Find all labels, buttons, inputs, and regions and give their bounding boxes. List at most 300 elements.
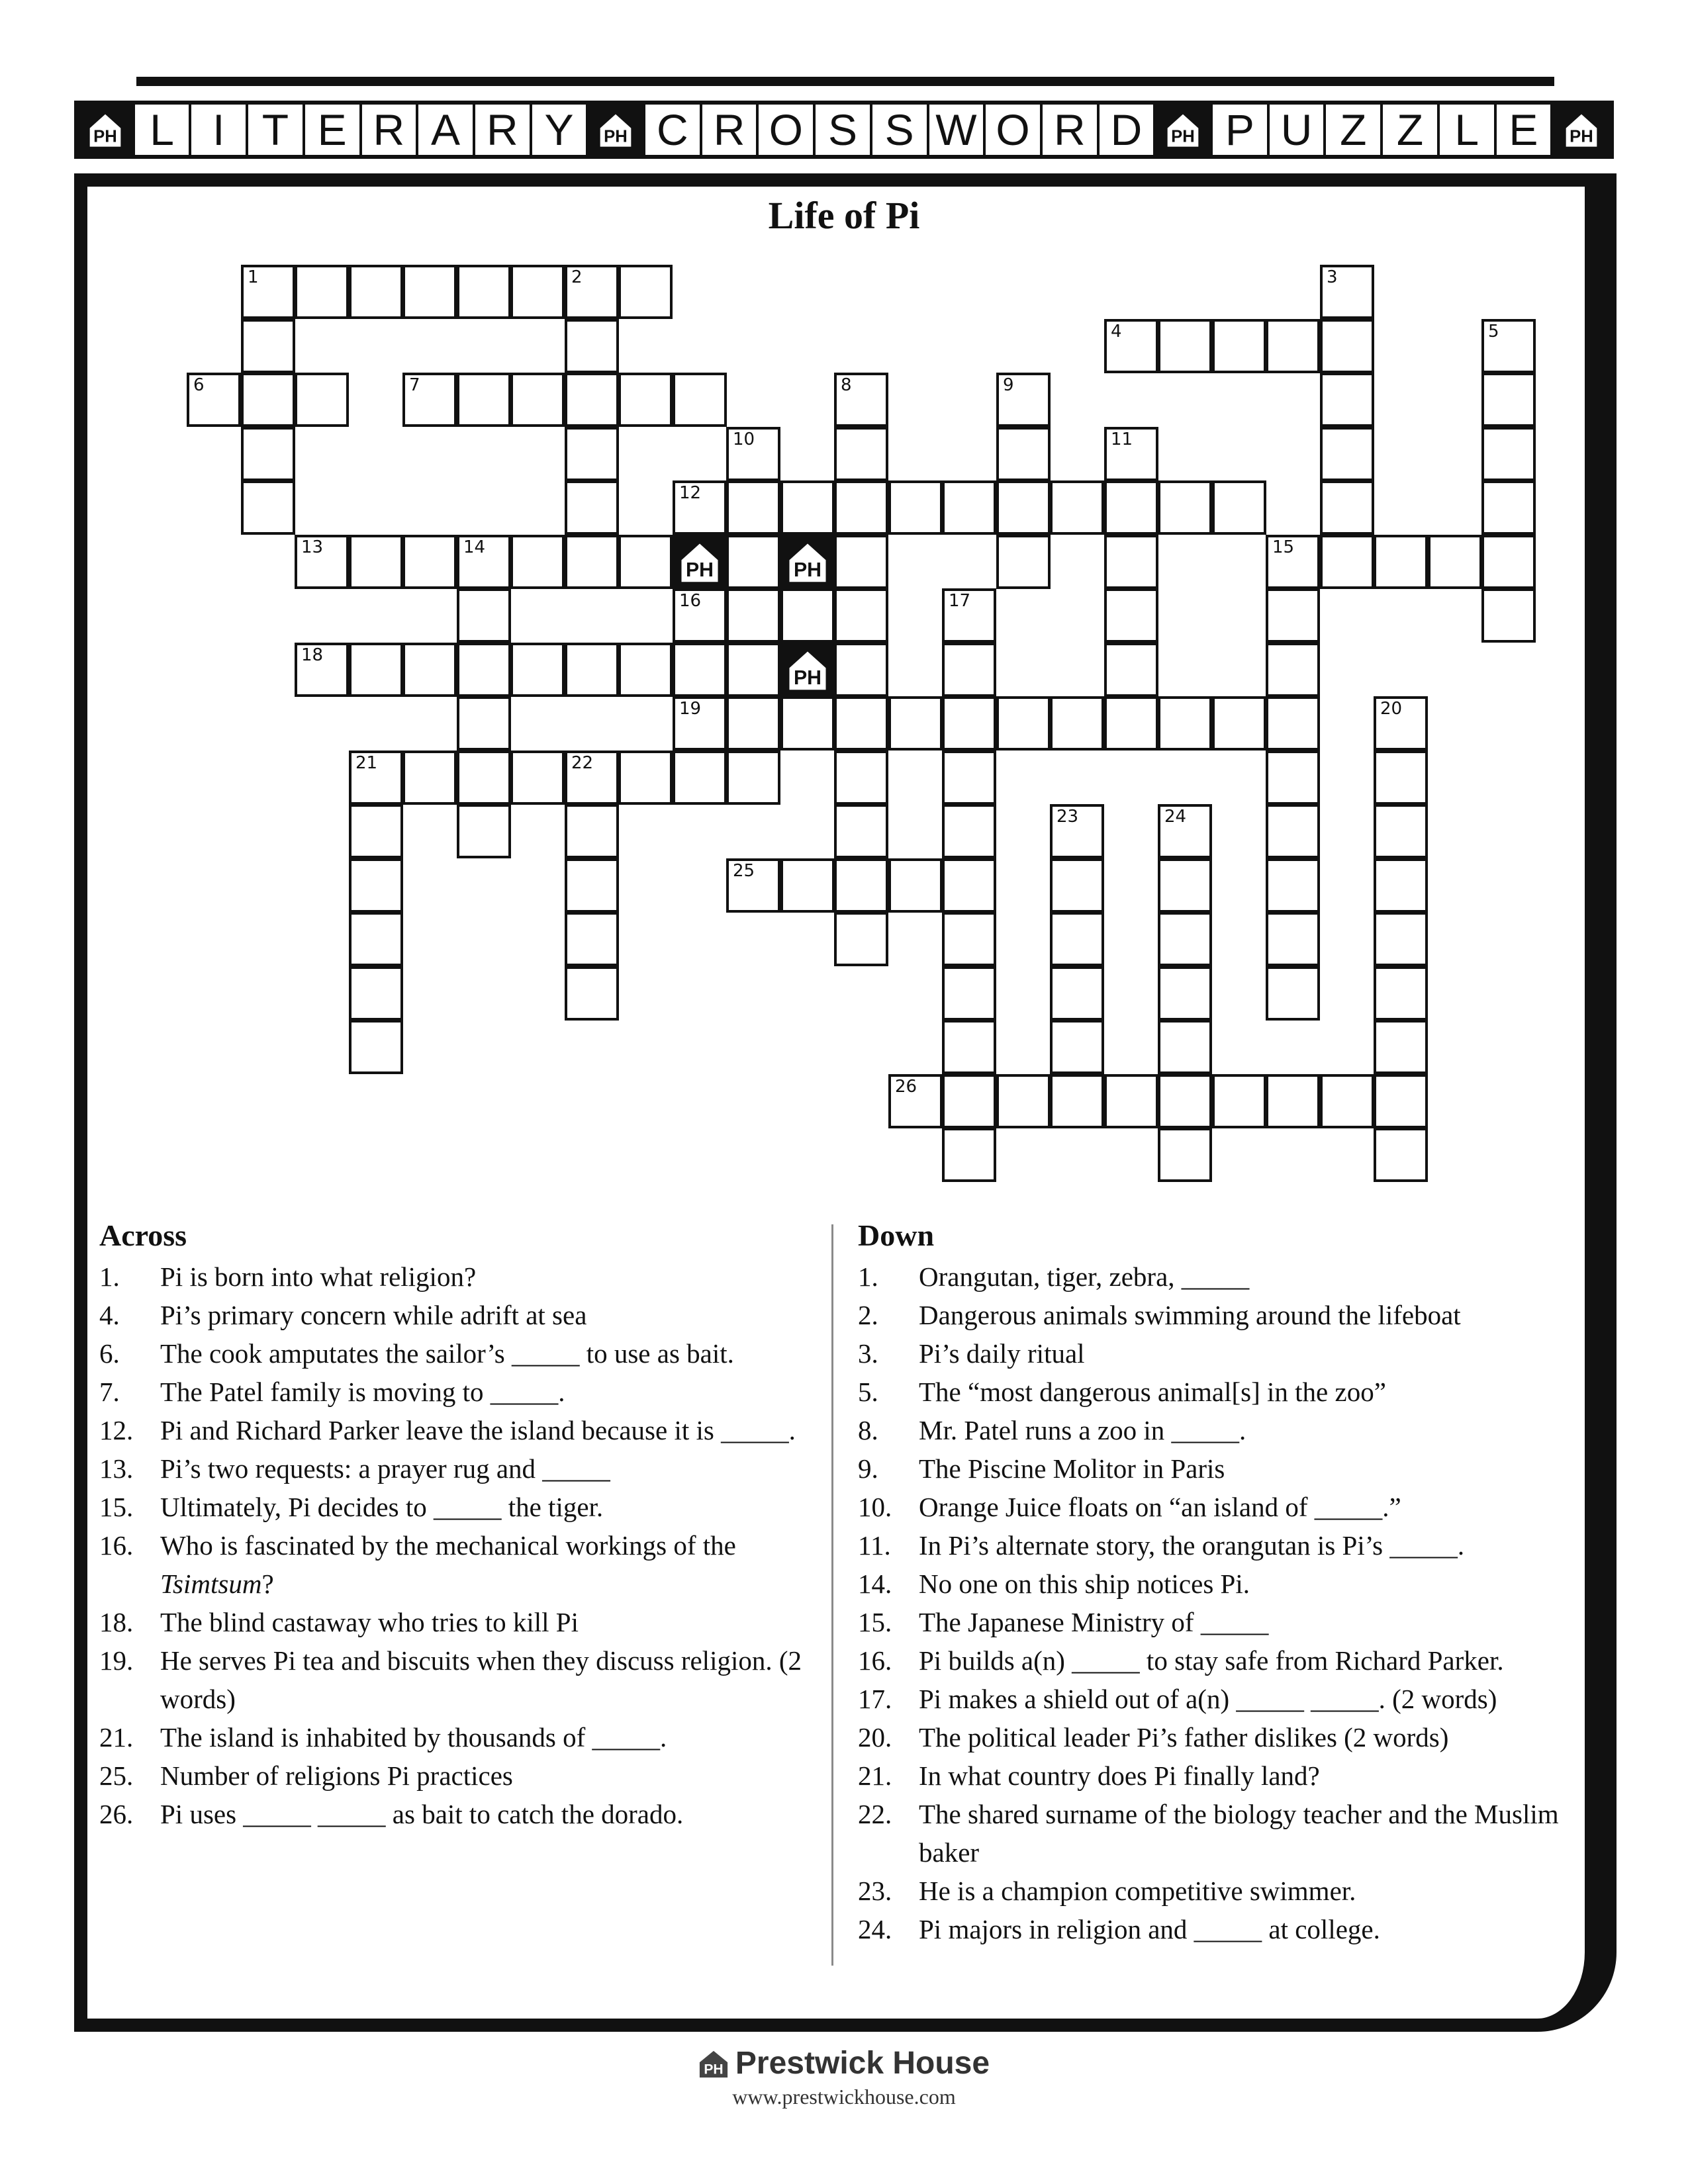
column-divider — [831, 1224, 833, 1966]
banner-letter: I — [191, 105, 248, 155]
prestwick-house-logo-icon — [87, 111, 124, 148]
banner-letter: Z — [1383, 105, 1440, 155]
grid-cell[interactable] — [618, 643, 673, 697]
grid-cell[interactable] — [834, 912, 888, 966]
grid-cell[interactable] — [1481, 427, 1536, 481]
footer-url[interactable]: www.prestwickhouse.com — [732, 2084, 956, 2109]
grid-cell[interactable] — [1320, 319, 1374, 373]
banner-letter: Z — [1326, 105, 1383, 155]
clue-number: 11 — [1111, 430, 1133, 449]
clue-text: Pi’s daily ritual — [919, 1338, 1085, 1369]
grid-cell[interactable] — [349, 804, 403, 858]
grid-cell[interactable] — [457, 751, 511, 805]
down-clue — [858, 1526, 1586, 1565]
grid-cell[interactable] — [780, 696, 835, 751]
clue-number: 4 — [1111, 322, 1122, 341]
grid-cell[interactable] — [618, 535, 673, 589]
clue-number: 14 — [463, 537, 486, 557]
grid-cell[interactable] — [1374, 1128, 1428, 1182]
grid-cell[interactable] — [1266, 858, 1320, 913]
clue-number: 16. — [99, 1530, 134, 1561]
grid-cell[interactable] — [1212, 480, 1266, 535]
across-clue — [99, 1257, 814, 1296]
grid-cell[interactable] — [1266, 643, 1320, 697]
grid-cell[interactable] — [834, 373, 888, 427]
grid-cell[interactable] — [726, 643, 780, 697]
across-clue — [99, 1526, 814, 1603]
banner-letter: U — [1270, 105, 1327, 155]
down-clue — [858, 1756, 1586, 1795]
grid-cell[interactable] — [726, 480, 780, 535]
clue-number: 16. — [858, 1645, 892, 1676]
puzzle-title: Life of Pi — [768, 194, 920, 237]
clue-number: 4. — [99, 1300, 120, 1330]
grid-cell[interactable] — [942, 480, 996, 535]
clue-text: The “most dangerous animal[s] in the zoo” — [919, 1377, 1386, 1407]
blocked-cell — [780, 643, 835, 697]
svg-text:PH: PH — [1570, 127, 1593, 146]
clue-text: Orangutan, tiger, zebra, _____ — [919, 1261, 1250, 1292]
grid-cell[interactable] — [402, 265, 457, 319]
down-clue — [858, 1795, 1586, 1872]
grid-cell[interactable] — [1266, 912, 1320, 966]
grid-cell[interactable] — [1158, 319, 1212, 373]
grid-cell[interactable] — [726, 535, 780, 589]
grid-cell[interactable] — [1481, 373, 1536, 427]
grid-cell[interactable] — [996, 1074, 1051, 1128]
grid-cell[interactable] — [1212, 319, 1266, 373]
grid-cell[interactable] — [942, 751, 996, 805]
grid-cell[interactable] — [942, 966, 996, 1021]
grid-cell[interactable] — [1212, 1074, 1266, 1128]
grid-cell[interactable] — [349, 966, 403, 1021]
grid-cell[interactable] — [888, 696, 943, 751]
grid-cell[interactable] — [1050, 480, 1104, 535]
across-clue — [99, 1718, 814, 1756]
grid-cell[interactable] — [1050, 696, 1104, 751]
grid-cell[interactable] — [1266, 966, 1320, 1021]
svg-text:PH: PH — [793, 559, 822, 581]
clue-text: The political leader Pi’s father dislikes (2 words) — [919, 1722, 1449, 1752]
grid-cell[interactable] — [673, 373, 727, 427]
grid-cell[interactable] — [996, 535, 1051, 589]
clue-text: He is a champion competitive swimmer. — [919, 1876, 1356, 1906]
clue-text: Pi’s two requests: a prayer rug and _____ — [160, 1453, 610, 1484]
clue-number: 15. — [99, 1492, 134, 1522]
svg-text:PH: PH — [793, 667, 822, 689]
grid-cell[interactable] — [834, 588, 888, 643]
grid-cell[interactable] — [1158, 1128, 1212, 1182]
clue-number: 19. — [99, 1645, 134, 1676]
grid-cell[interactable] — [349, 858, 403, 913]
grid-cell[interactable] — [996, 373, 1051, 427]
clue-number: 13 — [301, 537, 324, 557]
down-clue-list — [858, 1257, 1586, 1948]
down-clue — [858, 1565, 1586, 1603]
grid-cell[interactable] — [1050, 1074, 1104, 1128]
clue-number: 8. — [858, 1415, 878, 1445]
clue-number: 24. — [858, 1914, 892, 1944]
grid-cell[interactable] — [673, 643, 727, 697]
grid-cell[interactable] — [726, 696, 780, 751]
prestwick-house-logo-icon — [698, 2048, 729, 2079]
banner-letter: R — [362, 105, 419, 155]
banner-letter: A — [418, 105, 475, 155]
clue-number: 20 — [1380, 699, 1403, 719]
grid-cell[interactable] — [1050, 966, 1104, 1021]
grid-cell[interactable] — [1266, 751, 1320, 805]
grid-cell[interactable] — [565, 427, 619, 481]
grid-cell[interactable] — [1104, 643, 1158, 697]
grid-cell[interactable] — [1158, 804, 1212, 858]
grid-cell[interactable] — [1104, 696, 1158, 751]
clue-number: 3 — [1327, 267, 1338, 287]
clue-number: 9 — [1003, 375, 1014, 395]
clue-italic-text: Tsimtsum — [160, 1569, 262, 1599]
grid-cell[interactable] — [1374, 966, 1428, 1021]
banner-logo-cell — [588, 105, 645, 155]
down-clue — [858, 1718, 1586, 1756]
grid-cell[interactable] — [1374, 858, 1428, 913]
grid-cell[interactable] — [1104, 535, 1158, 589]
svg-text:PH: PH — [604, 127, 628, 146]
grid-cell[interactable] — [1428, 535, 1482, 589]
banner-letter: Y — [532, 105, 589, 155]
grid-cell[interactable] — [1266, 588, 1320, 643]
grid-cell[interactable] — [1104, 427, 1158, 481]
svg-text:PH: PH — [704, 2061, 724, 2077]
grid-cell[interactable] — [1050, 1020, 1104, 1074]
grid-cell[interactable] — [942, 804, 996, 858]
down-clue — [858, 1641, 1586, 1680]
banner-letter: L — [135, 105, 192, 155]
down-heading: Down — [858, 1218, 935, 1252]
banner-letter: E — [1497, 105, 1554, 155]
clue-number: 1. — [99, 1261, 120, 1292]
grid-cell[interactable] — [1104, 319, 1158, 373]
grid-cell[interactable] — [457, 804, 511, 858]
banner-letter: E — [305, 105, 362, 155]
banner-letter: O — [759, 105, 816, 155]
grid-cell[interactable] — [834, 858, 888, 913]
grid-cell[interactable] — [1481, 588, 1536, 643]
clue-number: 25. — [99, 1760, 134, 1791]
clue-number: 26 — [895, 1077, 917, 1097]
grid-cell[interactable] — [457, 535, 511, 589]
prestwick-house-logo-icon — [1164, 111, 1201, 148]
clue-number: 25 — [733, 861, 755, 881]
across-clue — [99, 1488, 814, 1526]
grid-cell[interactable] — [565, 912, 619, 966]
clue-text: Pi’s primary concern while adrift at sea — [160, 1300, 587, 1330]
grid-cell[interactable] — [834, 535, 888, 589]
grid-cell[interactable] — [1158, 858, 1212, 913]
grid-cell[interactable] — [1266, 535, 1320, 589]
down-clue — [858, 1334, 1586, 1373]
across-clue — [99, 1334, 814, 1373]
clue-text: The island is inhabited by thousands of _____. — [160, 1722, 667, 1752]
prestwick-house-logo-icon — [678, 540, 722, 584]
grid-cell[interactable] — [1320, 427, 1374, 481]
clue-number: 21 — [355, 753, 378, 773]
blocked-cell — [780, 535, 835, 589]
grid-cell[interactable] — [187, 373, 241, 427]
grid-cell[interactable] — [1158, 912, 1212, 966]
across-clue — [99, 1641, 814, 1718]
grid-cell[interactable] — [1050, 804, 1104, 858]
grid-cell[interactable] — [1266, 696, 1320, 751]
grid-cell[interactable] — [1481, 319, 1536, 373]
across-clue — [99, 1449, 814, 1488]
banner-logo-cell — [78, 105, 135, 155]
grid-cell[interactable] — [780, 858, 835, 913]
clue-number: 5. — [858, 1377, 878, 1407]
grid-cell[interactable] — [295, 373, 349, 427]
clue-number: 15 — [1272, 537, 1295, 557]
footer — [0, 2045, 1688, 2109]
grid-cell[interactable] — [1374, 751, 1428, 805]
grid-cell[interactable] — [996, 427, 1051, 481]
grid-cell[interactable] — [1481, 480, 1536, 535]
grid-cell[interactable] — [780, 588, 835, 643]
down-clue — [858, 1680, 1586, 1718]
grid-cell[interactable] — [1266, 319, 1320, 373]
grid-cell[interactable] — [1266, 1074, 1320, 1128]
grid-cell[interactable] — [457, 265, 511, 319]
banner-letter: T — [248, 105, 305, 155]
grid-cell[interactable] — [1158, 1020, 1212, 1074]
grid-cell[interactable] — [510, 643, 565, 697]
grid-cell[interactable] — [1374, 696, 1428, 751]
down-clue — [858, 1872, 1586, 1910]
across-clue — [99, 1373, 814, 1411]
clue-text: He serves Pi tea and biscuits when they discuss religion. (2 words) — [160, 1645, 802, 1714]
grid-cell[interactable] — [565, 265, 619, 319]
clue-number: 11. — [858, 1530, 891, 1561]
prestwick-house-logo-icon — [786, 540, 829, 584]
banner-letter: R — [1043, 105, 1100, 155]
grid-cell[interactable] — [942, 1020, 996, 1074]
banner-logo-cell — [1156, 105, 1213, 155]
grid-cell[interactable] — [1374, 912, 1428, 966]
prestwick-house-logo-icon — [1563, 111, 1600, 148]
grid-cell[interactable] — [510, 751, 565, 805]
down-clue — [858, 1449, 1586, 1488]
grid-cell[interactable] — [834, 480, 888, 535]
grid-cell[interactable] — [1158, 480, 1212, 535]
clue-text: Pi and Richard Parker leave the island because it is _____. — [160, 1415, 796, 1445]
grid-cell[interactable] — [618, 265, 673, 319]
grid-cell[interactable] — [1320, 1074, 1374, 1128]
grid-cell[interactable] — [510, 535, 565, 589]
grid-cell[interactable] — [349, 1020, 403, 1074]
grid-cell[interactable] — [1320, 480, 1374, 535]
grid-cell[interactable] — [349, 265, 403, 319]
grid-cell[interactable] — [241, 427, 295, 481]
banner-letter: O — [986, 105, 1043, 155]
svg-text:PH: PH — [1171, 127, 1196, 146]
grid-cell[interactable] — [673, 696, 727, 751]
grid-cell[interactable] — [942, 858, 996, 913]
grid-cell[interactable] — [726, 751, 780, 805]
grid-cell[interactable] — [1050, 858, 1104, 913]
grid-cell[interactable] — [1158, 696, 1212, 751]
grid-cell[interactable] — [295, 265, 349, 319]
grid-cell[interactable] — [349, 535, 403, 589]
clue-number: 19 — [679, 699, 702, 719]
grid-cell[interactable] — [349, 643, 403, 697]
grid-cell[interactable] — [1158, 1074, 1212, 1128]
grid-cell[interactable] — [834, 804, 888, 858]
clue-text: The Patel family is moving to _____. — [160, 1377, 565, 1407]
grid-cell[interactable] — [888, 858, 943, 913]
clue-text: Pi makes a shield out of a(n) _____ _____. (2 words) — [919, 1684, 1497, 1714]
grid-cell[interactable] — [295, 535, 349, 589]
clue-text: Mr. Patel runs a zoo in _____. — [919, 1415, 1246, 1445]
grid-cell[interactable] — [1158, 966, 1212, 1021]
banner-letter: R — [475, 105, 532, 155]
grid-cell[interactable] — [726, 588, 780, 643]
grid-cell[interactable] — [295, 643, 349, 697]
grid-cell[interactable] — [510, 373, 565, 427]
grid-cell[interactable] — [673, 480, 727, 535]
clue-text: The Piscine Molitor in Paris — [919, 1453, 1225, 1484]
grid-cell[interactable] — [888, 1074, 943, 1128]
grid-cell[interactable] — [673, 588, 727, 643]
grid-cell[interactable] — [1104, 1074, 1158, 1128]
title-banner — [74, 101, 1614, 159]
clue-number: 15. — [858, 1607, 892, 1637]
grid-cell[interactable] — [1320, 373, 1374, 427]
banner-logo-cell — [1553, 105, 1610, 155]
grid-cell[interactable] — [241, 265, 295, 319]
banner-letter: D — [1100, 105, 1156, 155]
grid-cell[interactable] — [349, 912, 403, 966]
grid-cell[interactable] — [834, 427, 888, 481]
across-clue — [99, 1411, 814, 1449]
clue-number: 21. — [99, 1722, 134, 1752]
clue-number: 23. — [858, 1876, 892, 1906]
grid-cell[interactable] — [1050, 912, 1104, 966]
grid-cell[interactable] — [565, 480, 619, 535]
grid-cell[interactable] — [834, 751, 888, 805]
grid-cell[interactable] — [996, 696, 1051, 751]
clue-number: 9. — [858, 1453, 878, 1484]
grid-cell[interactable] — [942, 1074, 996, 1128]
grid-cell[interactable] — [1320, 265, 1374, 319]
grid-cell[interactable] — [565, 643, 619, 697]
banner-letter: L — [1440, 105, 1497, 155]
grid-cell[interactable] — [565, 804, 619, 858]
grid-cell[interactable] — [726, 427, 780, 481]
grid-cell[interactable] — [565, 966, 619, 1021]
grid-cell[interactable] — [673, 751, 727, 805]
grid-cell[interactable] — [1374, 1020, 1428, 1074]
grid-cell[interactable] — [565, 373, 619, 427]
grid-cell[interactable] — [402, 643, 457, 697]
grid-cell[interactable] — [1481, 535, 1536, 589]
grid-cell[interactable] — [780, 480, 835, 535]
grid-cell[interactable] — [1320, 535, 1374, 589]
across-clue — [99, 1795, 814, 1833]
grid-cell[interactable] — [1374, 804, 1428, 858]
clue-text: No one on this ship notices Pi. — [919, 1569, 1250, 1599]
grid-cell[interactable] — [457, 643, 511, 697]
grid-cell[interactable] — [565, 319, 619, 373]
grid-cell[interactable] — [1104, 588, 1158, 643]
grid-cell[interactable] — [996, 480, 1051, 535]
down-clue — [858, 1411, 1586, 1449]
grid-cell[interactable] — [241, 480, 295, 535]
blocked-cell — [673, 535, 727, 589]
grid-cell[interactable] — [241, 373, 295, 427]
grid-cell[interactable] — [402, 373, 457, 427]
grid-cell[interactable] — [565, 751, 619, 805]
clue-number: 3. — [858, 1338, 878, 1369]
clue-number: 22 — [571, 753, 594, 773]
grid-cell[interactable] — [618, 373, 673, 427]
grid-cell[interactable] — [726, 858, 780, 913]
clue-text: The shared surname of the biology teacher and the Muslim baker — [919, 1799, 1559, 1868]
clue-number: 1 — [248, 267, 259, 287]
footer-brand-name: Prestwick House — [735, 2046, 990, 2081]
grid-cell[interactable] — [1374, 535, 1428, 589]
grid-cell[interactable] — [510, 265, 565, 319]
grid-cell[interactable] — [942, 912, 996, 966]
grid-cell[interactable] — [457, 373, 511, 427]
down-clue — [858, 1257, 1586, 1296]
grid-cell[interactable] — [1266, 804, 1320, 858]
grid-cell[interactable] — [1374, 1074, 1428, 1128]
down-clue — [858, 1603, 1586, 1641]
grid-cell[interactable] — [1212, 696, 1266, 751]
prestwick-house-logo-icon — [786, 648, 829, 692]
grid-cell[interactable] — [457, 696, 511, 751]
grid-cell[interactable] — [241, 319, 295, 373]
clue-number: 13. — [99, 1453, 134, 1484]
grid-cell[interactable] — [942, 696, 996, 751]
grid-cell[interactable] — [457, 588, 511, 643]
grid-cell[interactable] — [1104, 480, 1158, 535]
grid-cell[interactable] — [349, 751, 403, 805]
clue-text: Number of religions Pi practices — [160, 1760, 513, 1791]
banner-letter: S — [872, 105, 929, 155]
clue-number: 6. — [99, 1338, 120, 1369]
grid-cell[interactable] — [888, 480, 943, 535]
prestwick-house-logo-icon — [597, 111, 634, 148]
across-clue — [99, 1296, 814, 1334]
clue-number: 2. — [858, 1300, 878, 1330]
grid-cell[interactable] — [834, 643, 888, 697]
grid-cell[interactable] — [565, 858, 619, 913]
grid-cell[interactable] — [942, 643, 996, 697]
clue-number: 12. — [99, 1415, 134, 1445]
clue-number: 17. — [858, 1684, 892, 1714]
grid-cell[interactable] — [402, 751, 457, 805]
clue-number: 20. — [858, 1722, 892, 1752]
grid-cell[interactable] — [402, 535, 457, 589]
footer-brand — [698, 2045, 990, 2081]
grid-cell[interactable] — [565, 535, 619, 589]
across-clue — [99, 1756, 814, 1795]
clue-suffix: ? — [261, 1569, 274, 1599]
grid-cell[interactable] — [618, 751, 673, 805]
grid-cell[interactable] — [834, 696, 888, 751]
grid-cell[interactable] — [942, 588, 996, 643]
svg-text:PH: PH — [93, 127, 117, 146]
clue-number: 18. — [99, 1607, 134, 1637]
grid-cell[interactable] — [942, 1128, 996, 1182]
